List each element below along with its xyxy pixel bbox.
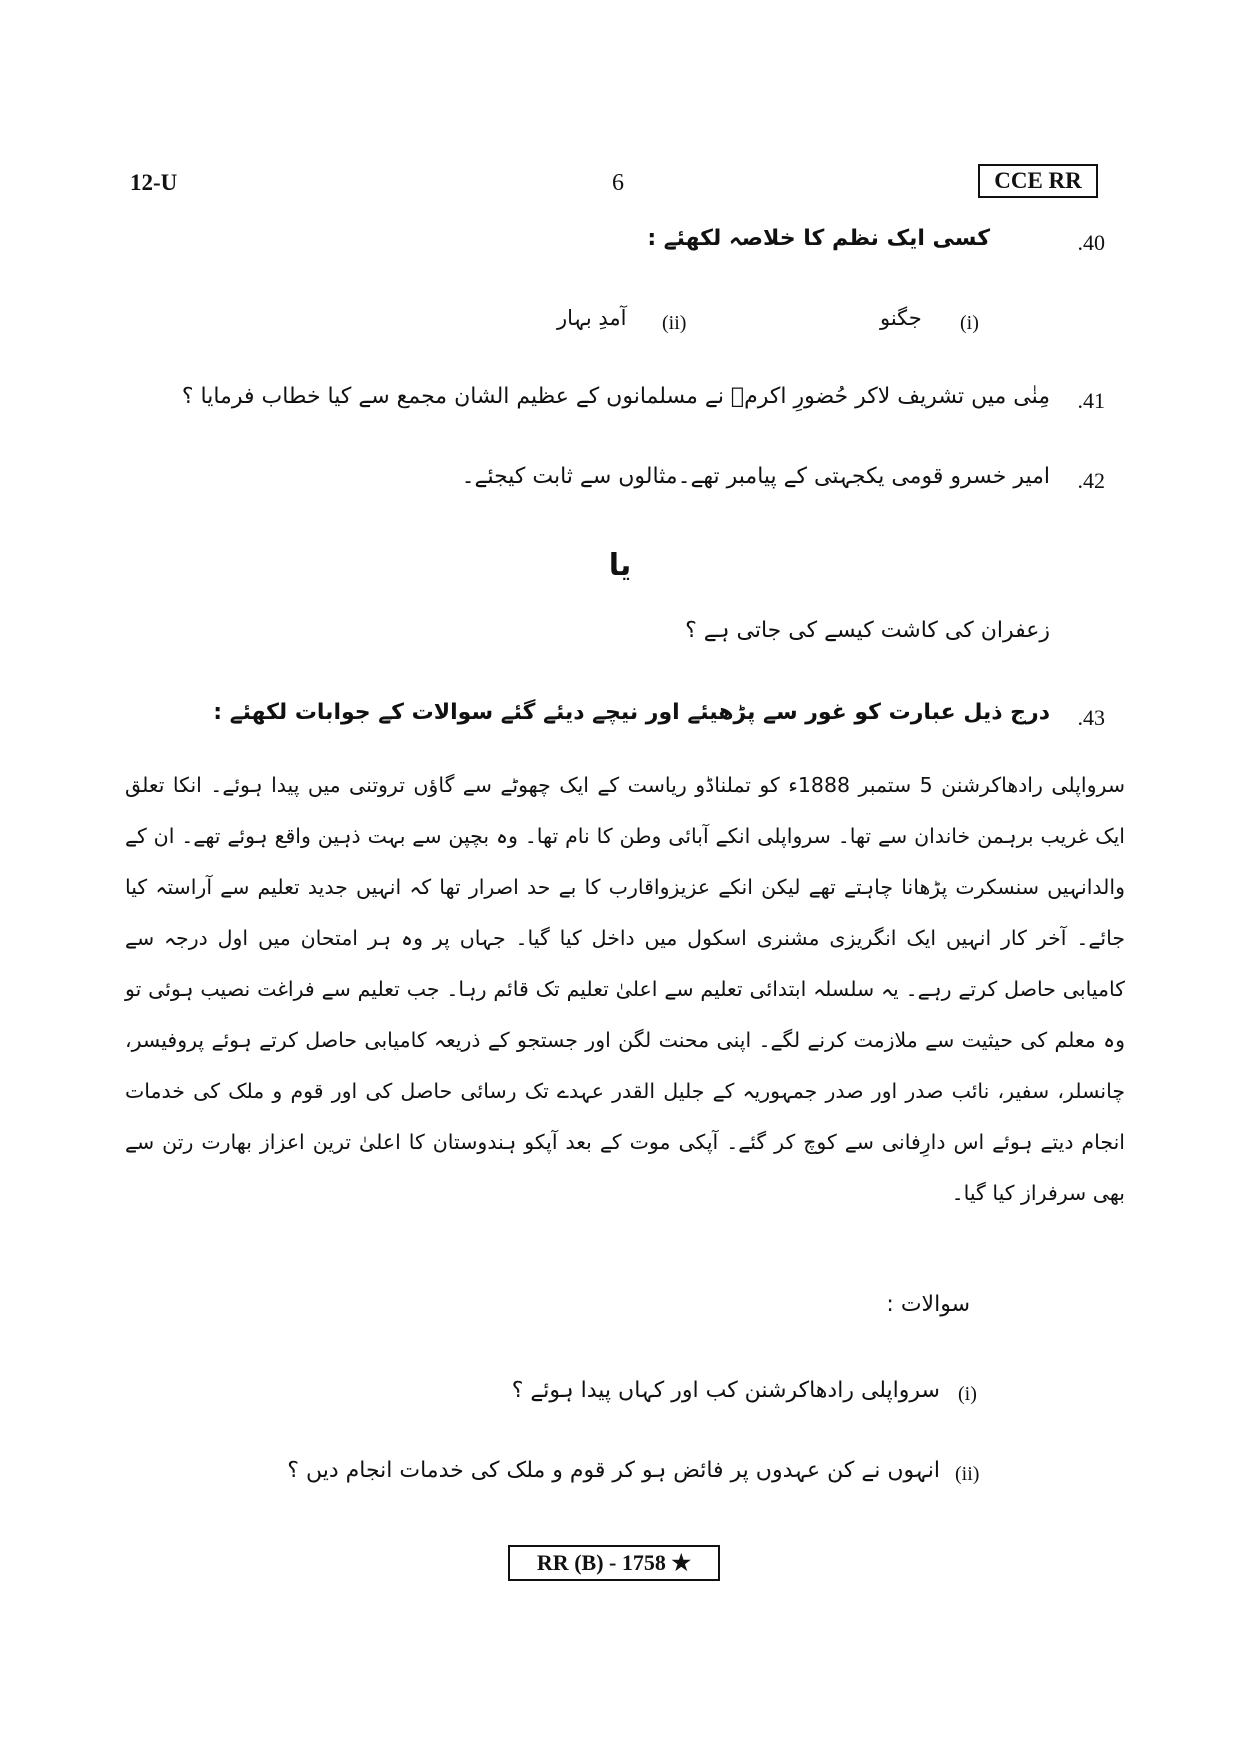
question-43-text: درج ذیل عبارت کو غور سے پڑھیئے اور نیچے دیئے گئے سوالات کے جوابات لکھئے : (213, 700, 1050, 725)
sub-question-ii-text: انہوں نے کن عہدوں پر فائض ہو کر قوم و ملک کی خدمات انجام دیں ؟ (287, 1458, 940, 1483)
question-42-text: امیر خسرو قومی یکجہتی کے پیامبر تھے۔مثالوں سے ثابت کیجئے۔ (461, 464, 1050, 489)
sub-question-i-text: سرواپلی رادھاکرشنن کب اور کہاں پیدا ہوئے ؟ (511, 1378, 940, 1403)
series-box: CCE RR (978, 164, 1098, 198)
reading-passage (125, 760, 1125, 1219)
passage-text: سرواپلی رادھاکرشنن 5 ستمبر 1888ء کو تملناڈو ریاست کے ایک چھوٹے سے گاؤں تروتنی میں پیدا ہوئے۔ انکا تعلق ایک غریب برہمن خاندان سے تھا۔ سرواپلی انکے آبائی وطن کا نام تھا۔ وہ بچپن سے بہت ذہین واقع ہوئے تھے۔ ان کے والدانہیں سنسکرت پڑھانا چاہتے تھے لیکن انکے عزیزواقارب کا بے حد اصرار تھا کہ انہیں جدید تعلیم سے آراستہ کیا جائے۔ آخر کار انہیں ایک انگریزی مشنری اسکول میں داخل کیا گیا۔ جہاں پر وہ ہر امتحان میں اول درجہ سے کامیابی حاصل کرتے رہے۔ یہ سلسلہ ابتدائی تعلیم سے اعلیٰ تعلیم تک قائم رہا۔ جب تعلیم سے فراغت نصیب ہوئی تو وہ معلم کی حیثیت سے ملازمت کرنے لگے۔ اپنی محنت لگن اور جستجو کے ذریعہ کامیابی حاصل کرتے ہوئے پروفیسر، چانسلر، سفیر، نائب صدر اور صدر جمہوریہ کے جلیل القدر عہدے تک رسائی حاصل کی اور قوم و ملک کی خدمات انجام دیتے ہوئے اس دارِفانی سے کوچ کر گئے۔ آپکی موت کے بعد آپکو ہندوستان کا اعلیٰ ترین اعزاز بھارت رتن سے بھی سرفراز کیا گیا۔ (125, 773, 1125, 1205)
page-number: 6 (612, 170, 624, 196)
question-40-text: کسی ایک نظم کا خلاصہ لکھئے : (647, 226, 990, 251)
question-number-42: .42 (1077, 468, 1105, 493)
or-label: یا (608, 548, 632, 583)
option-i-number: (i) (960, 312, 979, 334)
paper-code: 12-U (130, 170, 178, 195)
sub-question-i-number: (i) (958, 1383, 977, 1405)
option-i-text: جگنو (880, 306, 922, 330)
footer-code-box: RR (B) - 1758 ★ (508, 1545, 720, 1581)
sub-question-ii-number: (ii) (955, 1463, 980, 1485)
alternate-question-text: زعفران کی کاشت کیسے کی جاتی ہے ؟ (685, 618, 1050, 643)
question-number-40: .40 (1077, 230, 1105, 255)
option-ii-text: آمدِ بہار (557, 306, 627, 330)
sub-questions-heading: سوالات : (886, 1292, 970, 1317)
option-ii-number: (ii) (662, 312, 687, 334)
question-41-text: مِنٰی میں تشریف لاکر حُضورِ اکرمؐ نے مسلمانوں کے عظیم الشان مجمع سے کیا خطاب فرمایا ؟ (181, 384, 1050, 409)
question-number-43: .43 (1077, 705, 1105, 730)
question-number-41: .41 (1077, 388, 1105, 413)
